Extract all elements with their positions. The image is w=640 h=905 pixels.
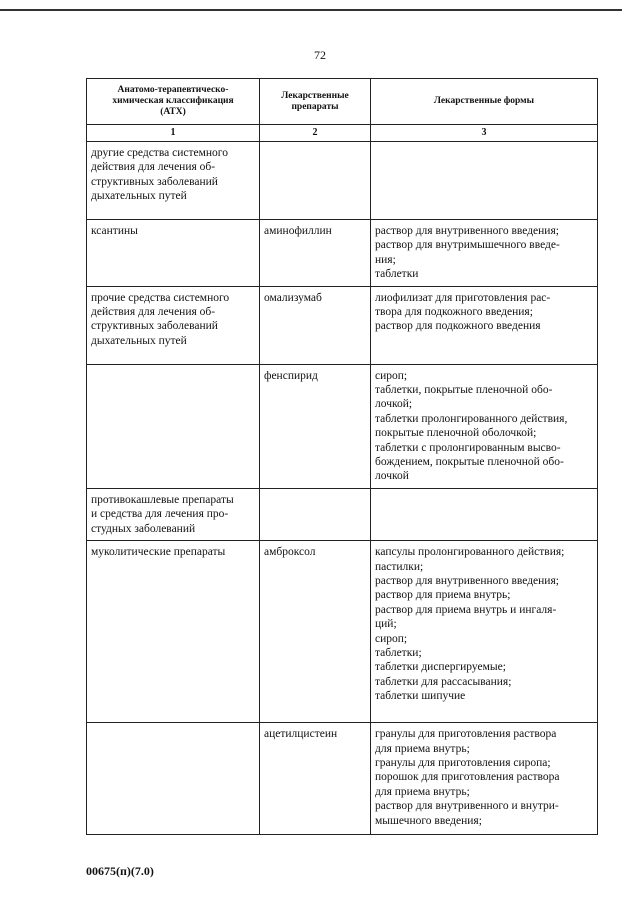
- table-row: [87, 488, 598, 540]
- drug-cell: [260, 286, 371, 364]
- cell-line: раствор для приема внутрь и ингаля-: [375, 603, 557, 616]
- cell-line: таблетки с пролонгированным высво-: [375, 441, 561, 454]
- cell-line: дыхательных путей: [91, 334, 187, 347]
- cell-line: сироп;: [375, 369, 408, 382]
- cell-line: структивных заболеваний: [91, 175, 218, 188]
- cell-line: таблетки, покрытые пленочной обо-: [375, 384, 553, 397]
- column-number: 1: [87, 125, 260, 142]
- cell-line: раствор для подкожного введения: [375, 320, 541, 333]
- cell-line: ксантины: [91, 225, 138, 237]
- document-code: 00675(п)(7.0): [86, 864, 154, 878]
- cell-line: студных заболеваний: [91, 522, 196, 535]
- cell-line: раствор для внутривенного введения;: [375, 225, 559, 237]
- cell-line: порошок для приготовления раствора: [375, 771, 560, 784]
- forms-cell: [371, 488, 598, 540]
- atx-cell: [87, 364, 260, 488]
- drug-cell: [260, 364, 371, 488]
- atx-cell: [87, 541, 260, 723]
- cell-line: для приема внутрь;: [375, 785, 470, 798]
- table-row: [87, 286, 598, 364]
- column-number-row: [87, 125, 598, 142]
- drug-cell: [260, 220, 371, 287]
- cell-line: омализумаб: [264, 291, 322, 304]
- cell-line: покрытые пленочной оболочкой;: [375, 427, 537, 440]
- cell-line: таблетки пролонгированного действия,: [375, 412, 568, 425]
- atx-cell: [87, 488, 260, 540]
- table-row: [87, 142, 598, 220]
- cell-line: раствор для внутримышечного введе-: [375, 239, 560, 252]
- cell-line: ций;: [375, 618, 397, 631]
- table-row: [87, 541, 598, 723]
- atx-cell: [87, 220, 260, 287]
- drug-cell: [260, 488, 371, 540]
- cell-line: гранулы для приготовления сиропа;: [375, 756, 551, 769]
- cell-line: таблетки;: [375, 646, 422, 659]
- column-number: 2: [260, 125, 371, 142]
- cell-line: бождением, покрытые пленочной обо-: [375, 456, 564, 469]
- cell-line: дыхательных путей: [91, 190, 187, 203]
- page-number: 72: [314, 48, 326, 62]
- cell-line: аминофиллин: [264, 225, 332, 237]
- cell-line: мышечного введения;: [375, 814, 482, 827]
- cell-line: лочкой: [375, 470, 409, 483]
- cell-line: лиофилизат для приготовления рас-: [375, 291, 551, 304]
- atx-table: [86, 78, 598, 835]
- table-row: [87, 220, 598, 287]
- cell-line: гранулы для приготовления раствора: [375, 728, 557, 741]
- header-forms: Лекарственные формы: [371, 79, 598, 125]
- forms-cell: [371, 364, 598, 488]
- cell-line: действия для лечения об-: [91, 161, 216, 174]
- cell-line: действия для лечения об-: [91, 306, 216, 319]
- forms-cell: [371, 142, 598, 220]
- forms-cell: [371, 220, 598, 287]
- forms-cell: [371, 723, 598, 835]
- header-atx: Анатомо-терапевтическо- химическая классификация (АТХ): [87, 79, 260, 125]
- header-row: [87, 79, 598, 125]
- cell-line: пастилки;: [375, 560, 424, 573]
- cell-line: противокашлевые препараты: [91, 493, 234, 506]
- cell-line: ацетилцистеин: [264, 728, 338, 741]
- cell-line: структивных заболеваний: [91, 320, 218, 333]
- table-row: [87, 364, 598, 488]
- cell-line: фенспирид: [264, 369, 318, 382]
- forms-cell: [371, 286, 598, 364]
- cell-line: таблетки для рассасывания;: [375, 675, 512, 688]
- cell-line: сироп;: [375, 632, 408, 645]
- table-row: [87, 723, 598, 835]
- forms-cell: [371, 541, 598, 723]
- cell-line: капсулы пролонгированного действия;: [375, 546, 565, 559]
- cell-line: раствор для приема внутрь;: [375, 589, 511, 602]
- header-drugs: Лекарственные препараты: [260, 79, 371, 125]
- cell-line: таблетки шипучие: [375, 690, 466, 703]
- cell-line: раствор для внутривенного введения;: [375, 574, 559, 587]
- drug-cell: [260, 142, 371, 220]
- cell-line: прочие средства системного: [91, 291, 230, 304]
- atx-cell: [87, 286, 260, 364]
- atx-cell: [87, 142, 260, 220]
- drug-cell: [260, 541, 371, 723]
- cell-line: муколитические препараты: [91, 546, 226, 559]
- column-number: 3: [371, 125, 598, 142]
- table-body: [87, 142, 598, 835]
- cell-line: ния;: [375, 253, 396, 266]
- drug-cell: [260, 723, 371, 835]
- cell-line: раствор для внутривенного и внутри-: [375, 800, 559, 813]
- cell-line: для приема внутрь;: [375, 742, 470, 755]
- cell-line: лочкой;: [375, 398, 413, 411]
- atx-cell: [87, 723, 260, 835]
- cell-line: твора для подкожного введения;: [375, 306, 533, 319]
- top-rule: [0, 9, 622, 11]
- cell-line: и средства для лечения про-: [91, 508, 229, 521]
- cell-line: таблетки диспергируемые;: [375, 661, 506, 674]
- cell-line: амброксол: [264, 546, 316, 559]
- cell-line: другие средства системного: [91, 147, 228, 159]
- cell-line: таблетки: [375, 268, 419, 281]
